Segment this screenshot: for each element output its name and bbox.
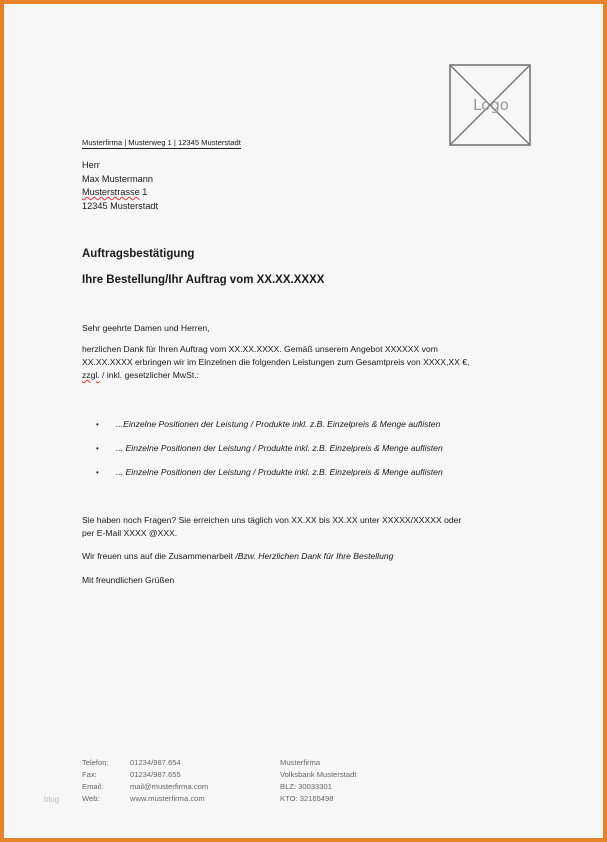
list-item-text: ...Einzelne Positionen der Leistung / Produkte inkl. z.B. Einzelpreis & Menge auflisten bbox=[116, 419, 441, 429]
closing-normal: Wir freuen uns auf die Zusammenarbeit bbox=[82, 551, 236, 561]
questions-line-2: per E-Mail XXXX @XXX. bbox=[82, 528, 178, 538]
footer-bank-line: BLZ: 30033301 bbox=[280, 782, 332, 791]
letter-salutation: Sehr geehrte Damen und Herren, bbox=[82, 323, 210, 333]
footer-label: Fax: bbox=[82, 770, 97, 779]
footer-value: mail@musterfirma.com bbox=[130, 782, 209, 791]
footer-contact-values bbox=[130, 757, 208, 805]
footer-value: 01234/987.655 bbox=[130, 770, 181, 779]
footer-contact-labels bbox=[82, 757, 109, 805]
footer-label: Telefon: bbox=[82, 758, 109, 767]
watermark: blog bbox=[44, 795, 60, 804]
logo-placeholder bbox=[449, 64, 531, 146]
intro-zzgl: zzgl. bbox=[82, 370, 100, 380]
questions-line-1: Sie haben noch Fragen? Sie erreichen uns täglich von XX.XX bis XX.XX unter XXXXX/XXXXX oder bbox=[82, 515, 462, 525]
address-street-line bbox=[82, 186, 158, 200]
bullet-icon: • bbox=[96, 444, 99, 453]
intro-line-1: herzlichen Dank für Ihren Auftrag vom XX.XX.XXXX. Gemäß unserem Angebot XXXXXX vom bbox=[82, 344, 438, 354]
footer-bank-line: Musterfirma bbox=[280, 758, 321, 767]
footer-label: Email: bbox=[82, 782, 104, 791]
sender-line: Musterfirma | Musterweg 1 | 12345 Musterstadt bbox=[82, 138, 241, 147]
intro-paragraph bbox=[82, 343, 469, 382]
address-street: Musterstrasse bbox=[82, 187, 140, 197]
closing-line bbox=[82, 550, 393, 563]
footer-label: Web: bbox=[82, 794, 100, 803]
intro-line-3-rest: / inkl. gesetzlicher MwSt.: bbox=[99, 370, 200, 380]
footer-bank-details bbox=[280, 757, 356, 805]
address-salutation: Herr bbox=[82, 160, 100, 170]
list-item-text: ... Einzelne Positionen der Leistung / Produkte inkl. z.B. Einzelpreis & Menge auflisten bbox=[116, 443, 443, 453]
footer-value: www.musterfirma.com bbox=[130, 794, 205, 803]
logo-text: Logo bbox=[473, 96, 509, 114]
intro-line-2: XX.XX.XXXX erbringen wir im Einzelnen die folgenden Leistungen zum Gesamtpreis von XXXX,XX €, bbox=[82, 357, 470, 367]
list-item-text: ... Einzelne Positionen der Leistung / Produkte inkl. z.B. Einzelpreis & Menge auflisten bbox=[116, 467, 443, 477]
document-subheading: Ihre Bestellung/Ihr Auftrag vom XX.XX.XXXX bbox=[82, 274, 325, 286]
regards: Mit freundlichen Grüßen bbox=[82, 575, 175, 585]
bullet-icon: • bbox=[96, 420, 99, 429]
document-heading: Auftragsbestätigung bbox=[82, 248, 195, 260]
footer-bank-line: KTO: 32165498 bbox=[280, 794, 334, 803]
address-city: 12345 Musterstadt bbox=[82, 200, 159, 211]
footer-value: 01234/987.654 bbox=[130, 758, 181, 767]
recipient-address bbox=[82, 159, 158, 213]
intro-line-3 bbox=[82, 369, 469, 382]
address-name: Max Mustermann bbox=[82, 173, 153, 184]
bullet-icon: • bbox=[96, 468, 99, 477]
address-number: 1 bbox=[139, 187, 148, 197]
questions-paragraph bbox=[82, 514, 461, 540]
footer-bank-line: Volksbank Musterstadt bbox=[280, 770, 357, 779]
closing-italic: /Bzw. Herzlichen Dank für Ihre Bestellung bbox=[235, 551, 394, 561]
